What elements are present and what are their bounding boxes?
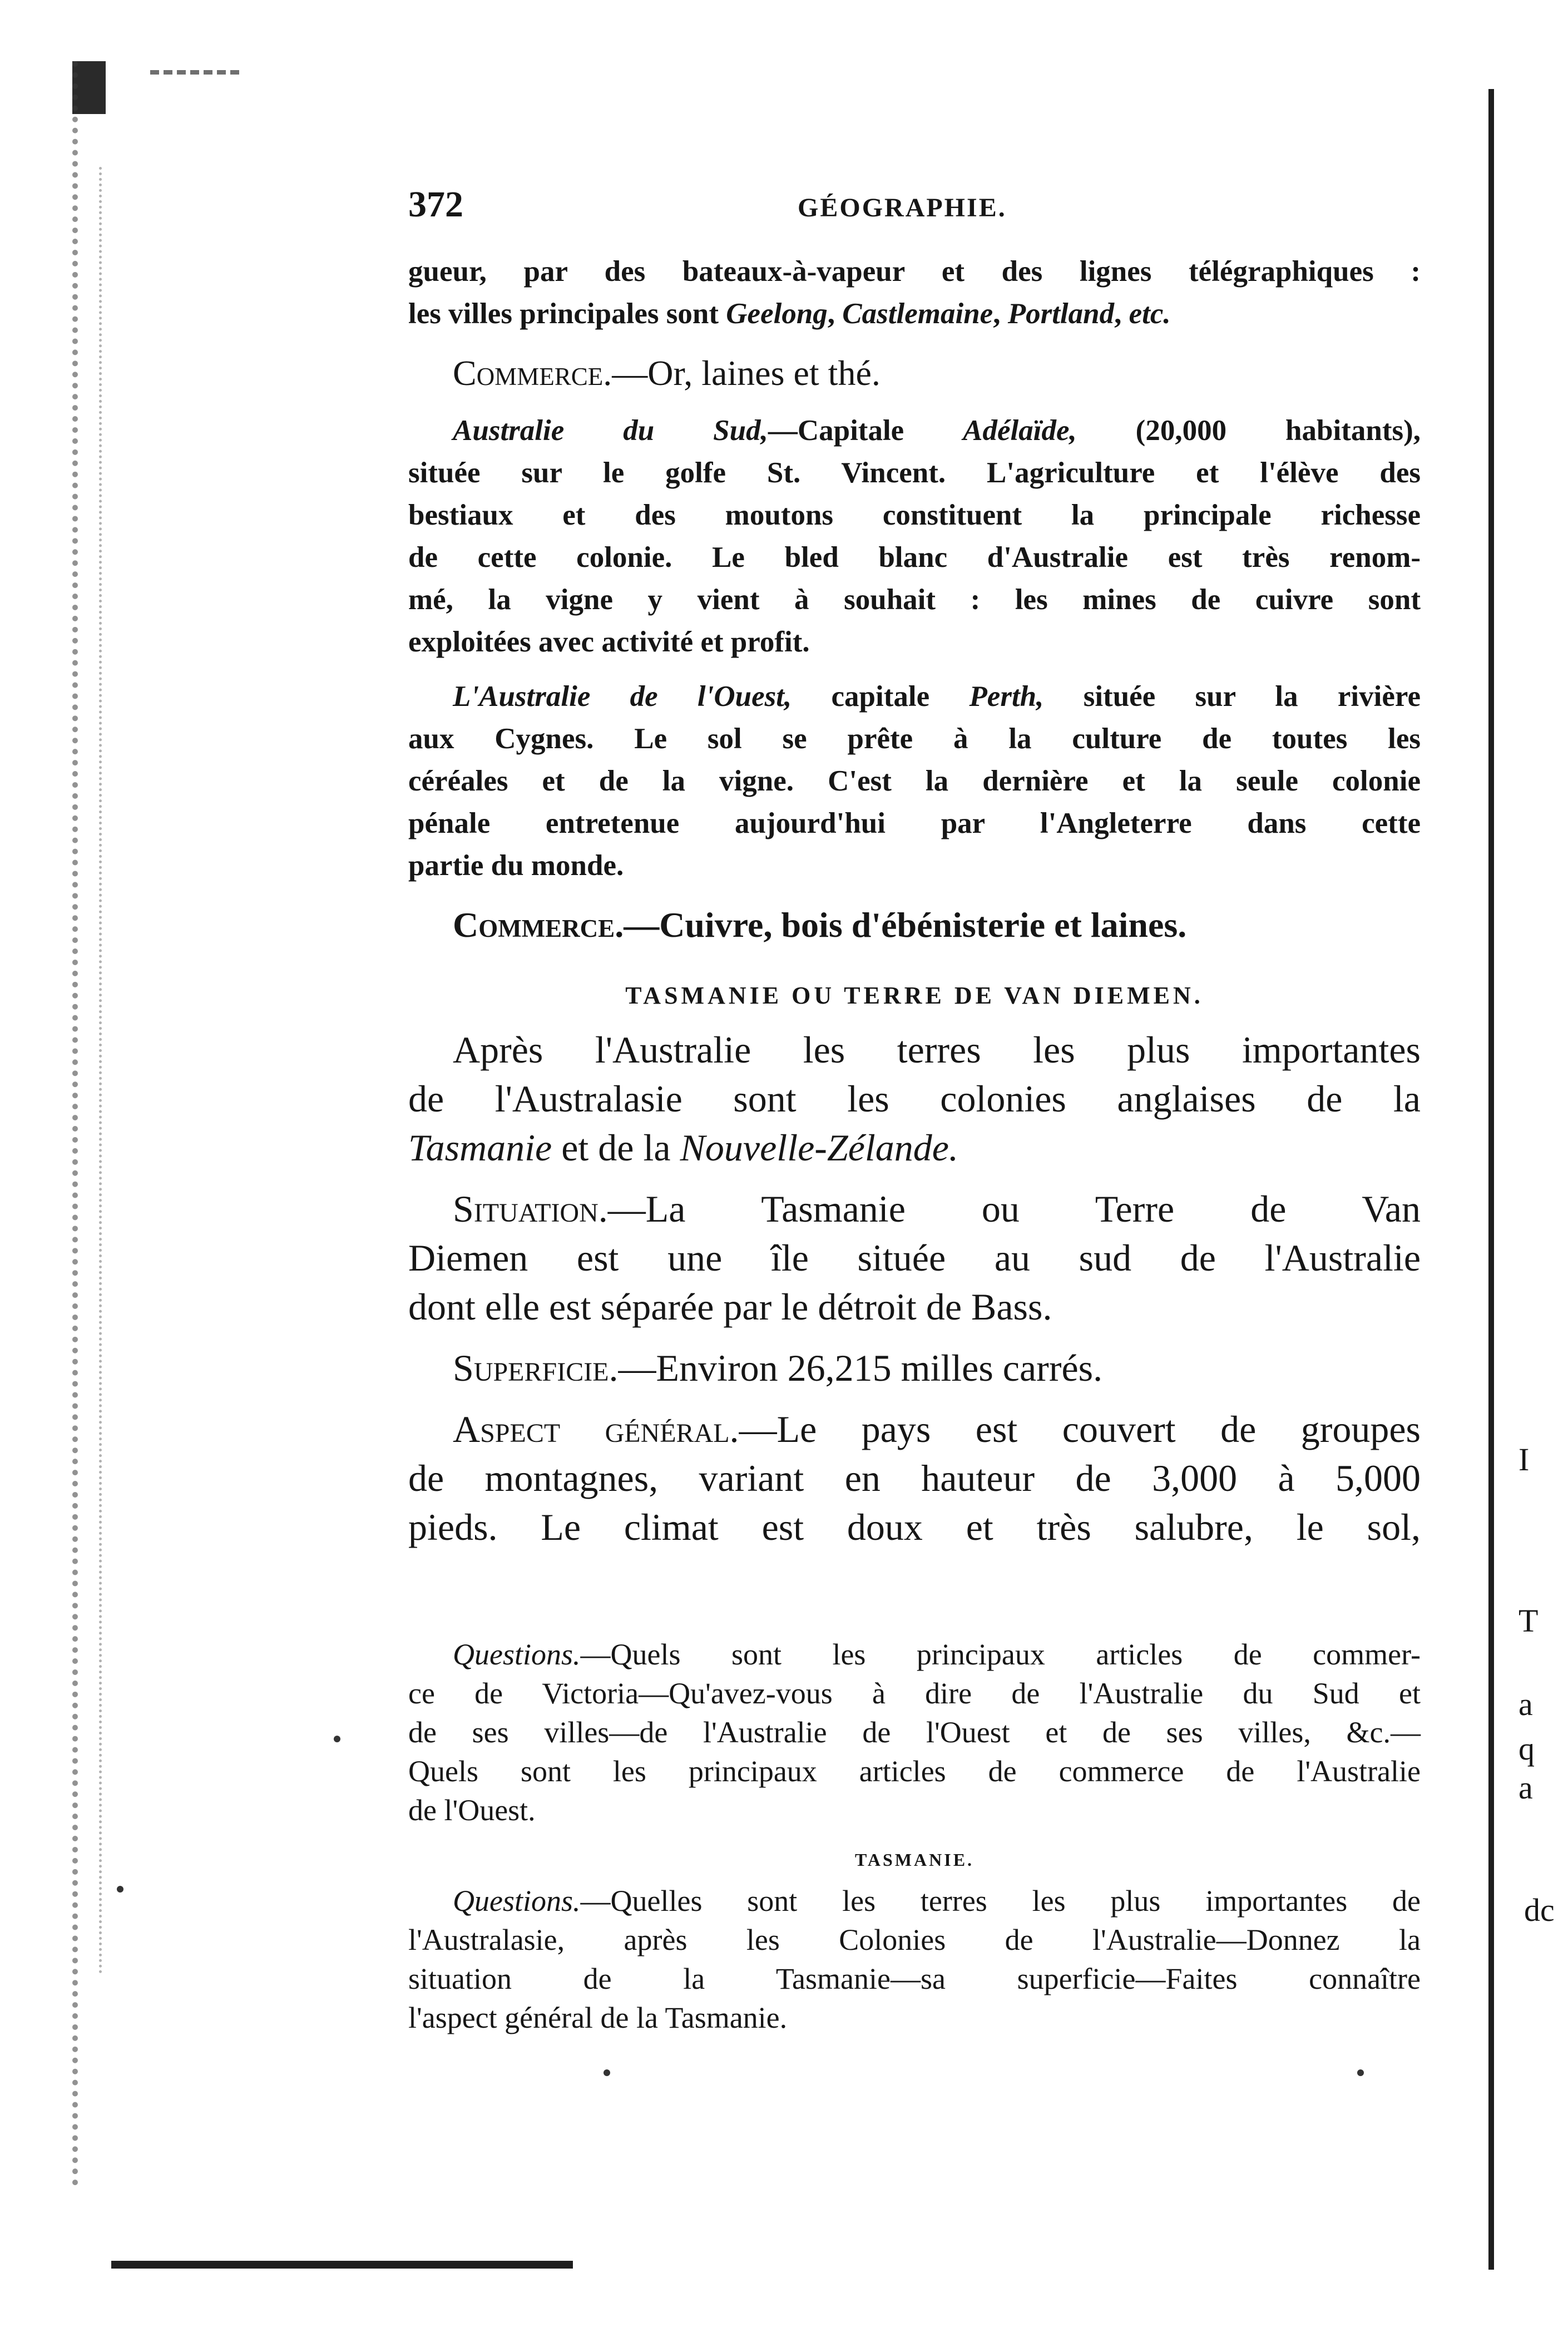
speck xyxy=(334,1736,340,1742)
text-line: situation de la Tasmanie—sa superficie—Faites connaître xyxy=(408,1962,1421,1995)
bleed-letter: a xyxy=(1518,1686,1533,1722)
page-edge-rule xyxy=(1488,89,1494,2270)
commerce-text: —Cuivre, bois d'ébénisterie et laines. xyxy=(624,905,1187,945)
place-name: Nouvelle-Zélande. xyxy=(680,1126,958,1169)
paragraph-superficie xyxy=(408,1343,1421,1392)
text-line: située sur le golfe St. Vincent. L'agriculture et l'élève des xyxy=(408,457,1421,489)
text-span: —Capitale xyxy=(768,414,963,447)
scan-edge-left-inner xyxy=(99,167,102,1975)
text-line xyxy=(408,1635,1421,1674)
text-line: mé, la vigne y vient à souhait : les mines de cuivre sont xyxy=(408,584,1421,616)
commerce-heading xyxy=(408,901,1421,949)
text-line xyxy=(408,1343,1421,1392)
page-body xyxy=(408,184,1421,2037)
capital-name: Adélaïde, xyxy=(963,414,1077,447)
text-line: de cette colonie. Le bled blanc d'Australie est très renom- xyxy=(408,541,1421,574)
paragraph-australie-ouest xyxy=(408,675,1421,887)
text-line: de l'Ouest. xyxy=(408,1793,536,1827)
aspect-label: Aspect général. xyxy=(453,1408,739,1450)
speck xyxy=(117,1886,123,1893)
text-span: (20,000 habitants), xyxy=(1076,414,1421,447)
scan-edge-left xyxy=(72,61,145,2186)
text-line: ce de Victoria—Qu'avez-vous à dire de l'Australie du Sud et xyxy=(408,1677,1421,1710)
running-head: GÉOGRAPHIE. xyxy=(798,193,1007,223)
text-line xyxy=(408,1881,1421,1920)
text-span: située sur la rivière xyxy=(1043,680,1421,713)
text-line xyxy=(408,675,1421,718)
section-title: TASMANIE OU TERRE DE VAN DIEMEN. xyxy=(625,982,1204,1009)
paragraph-aspect xyxy=(408,1405,1421,1552)
text-span: —Quelles sont les terres les plus importantes de xyxy=(580,1884,1421,1918)
text-line: de l'Australasie sont les colonies anglaises de la xyxy=(408,1078,1421,1120)
text-line: l'Australasie, après les Colonies de l'Australie—Donnez la xyxy=(408,1923,1421,1956)
speck xyxy=(1357,2069,1364,2076)
scan-mark-top xyxy=(150,70,239,75)
commerce-heading xyxy=(408,349,1421,397)
paragraph-victoria-end xyxy=(408,250,1421,335)
questions-block xyxy=(408,1635,1421,1830)
text-span: capitale xyxy=(792,680,970,713)
text-span: , xyxy=(827,298,843,330)
city-name: Castlemaine xyxy=(842,298,993,330)
text-line: l'aspect général de la Tasmanie. xyxy=(408,2001,788,2034)
speck xyxy=(604,2069,610,2076)
bleed-letter: T xyxy=(1518,1603,1539,1639)
text-span: —Quels sont les principaux articles de commer- xyxy=(580,1638,1421,1671)
text-line: bestiaux et des moutons constituent la principale richesse xyxy=(408,499,1421,531)
commerce-label: Commerce. xyxy=(453,905,624,945)
bleed-letter: q xyxy=(1518,1731,1535,1767)
questions-block xyxy=(408,1881,1421,2037)
superficie-label: Superficie. xyxy=(453,1347,619,1389)
text-line xyxy=(408,293,1421,335)
text-span: et de la xyxy=(552,1126,680,1169)
text-line: Quels sont les principaux articles de commerce de l'Australie xyxy=(408,1755,1421,1788)
text-line: pieds. Le climat est doux et très salubre, le sol, xyxy=(408,1506,1421,1548)
text-line xyxy=(408,1405,1421,1454)
text-line: pénale entretenue aujourd'hui par l'Angleterre dans cette xyxy=(408,807,1421,839)
text-line: Diemen est une île située au sud de l'Australie xyxy=(408,1237,1421,1279)
questions-label: Questions. xyxy=(453,1638,581,1671)
city-name: Portland xyxy=(1007,298,1115,330)
capital-name: Perth, xyxy=(969,680,1044,713)
etc-text: etc. xyxy=(1129,298,1171,330)
text-line xyxy=(408,409,1421,452)
page-number: 372 xyxy=(408,184,463,225)
text-line: gueur, par des bateaux-à-vapeur et des lignes télégraphiques : xyxy=(408,255,1421,288)
region-name: Australie du Sud, xyxy=(453,414,768,447)
questions-label: Questions. xyxy=(453,1884,581,1918)
situation-label: Situation. xyxy=(453,1188,608,1230)
text-line: exploitées avec activité et profit. xyxy=(408,626,810,658)
bleed-letter: dc xyxy=(1524,1892,1555,1928)
bleed-letter: a xyxy=(1518,1770,1533,1806)
text-line: de montagnes, variant en hauteur de 3,000 à 5,000 xyxy=(408,1457,1421,1499)
text-span: —Environ 26,215 milles carrés. xyxy=(618,1347,1103,1389)
place-name: Tasmanie xyxy=(408,1126,552,1169)
text-line: aux Cygnes. Le sol se prête à la culture de toutes les xyxy=(408,723,1421,755)
city-name: Geelong xyxy=(726,298,828,330)
text-span: —Le pays est couvert de groupes xyxy=(739,1408,1421,1450)
text-span: , xyxy=(1114,298,1129,330)
text-line: dont elle est séparée par le détroit de Bass. xyxy=(408,1286,1052,1328)
text-line: de ses villes—de l'Australie de l'Ouest et de ses villes, &c.— xyxy=(408,1716,1421,1749)
text-line: céréales et de la vigne. C'est la dernière et la seule colonie xyxy=(408,765,1421,797)
commerce-label: Commerce. xyxy=(453,353,612,393)
text-span: —La Tasmanie ou Terre de Van xyxy=(607,1188,1421,1230)
bottom-rule xyxy=(111,2261,573,2269)
text-line: Après l'Australie les terres les plus importantes xyxy=(453,1029,1421,1071)
region-name: L'Australie de l'Ouest, xyxy=(453,680,792,713)
paragraph-situation xyxy=(408,1184,1421,1331)
text-span: , xyxy=(993,298,1008,330)
commerce-text: —Or, laines et thé. xyxy=(612,353,881,393)
questions-section-title: TASMANIE. xyxy=(854,1850,975,1870)
text-span: les villes principales sont xyxy=(408,298,726,330)
text-line xyxy=(408,1123,1421,1172)
bleed-letter: I xyxy=(1518,1441,1530,1478)
text-line xyxy=(408,1184,1421,1233)
page-header xyxy=(408,184,1421,250)
paragraph-australie-sud xyxy=(408,409,1421,663)
paragraph-tasmanie-intro xyxy=(408,1025,1421,1172)
text-line: partie du monde. xyxy=(408,849,624,882)
